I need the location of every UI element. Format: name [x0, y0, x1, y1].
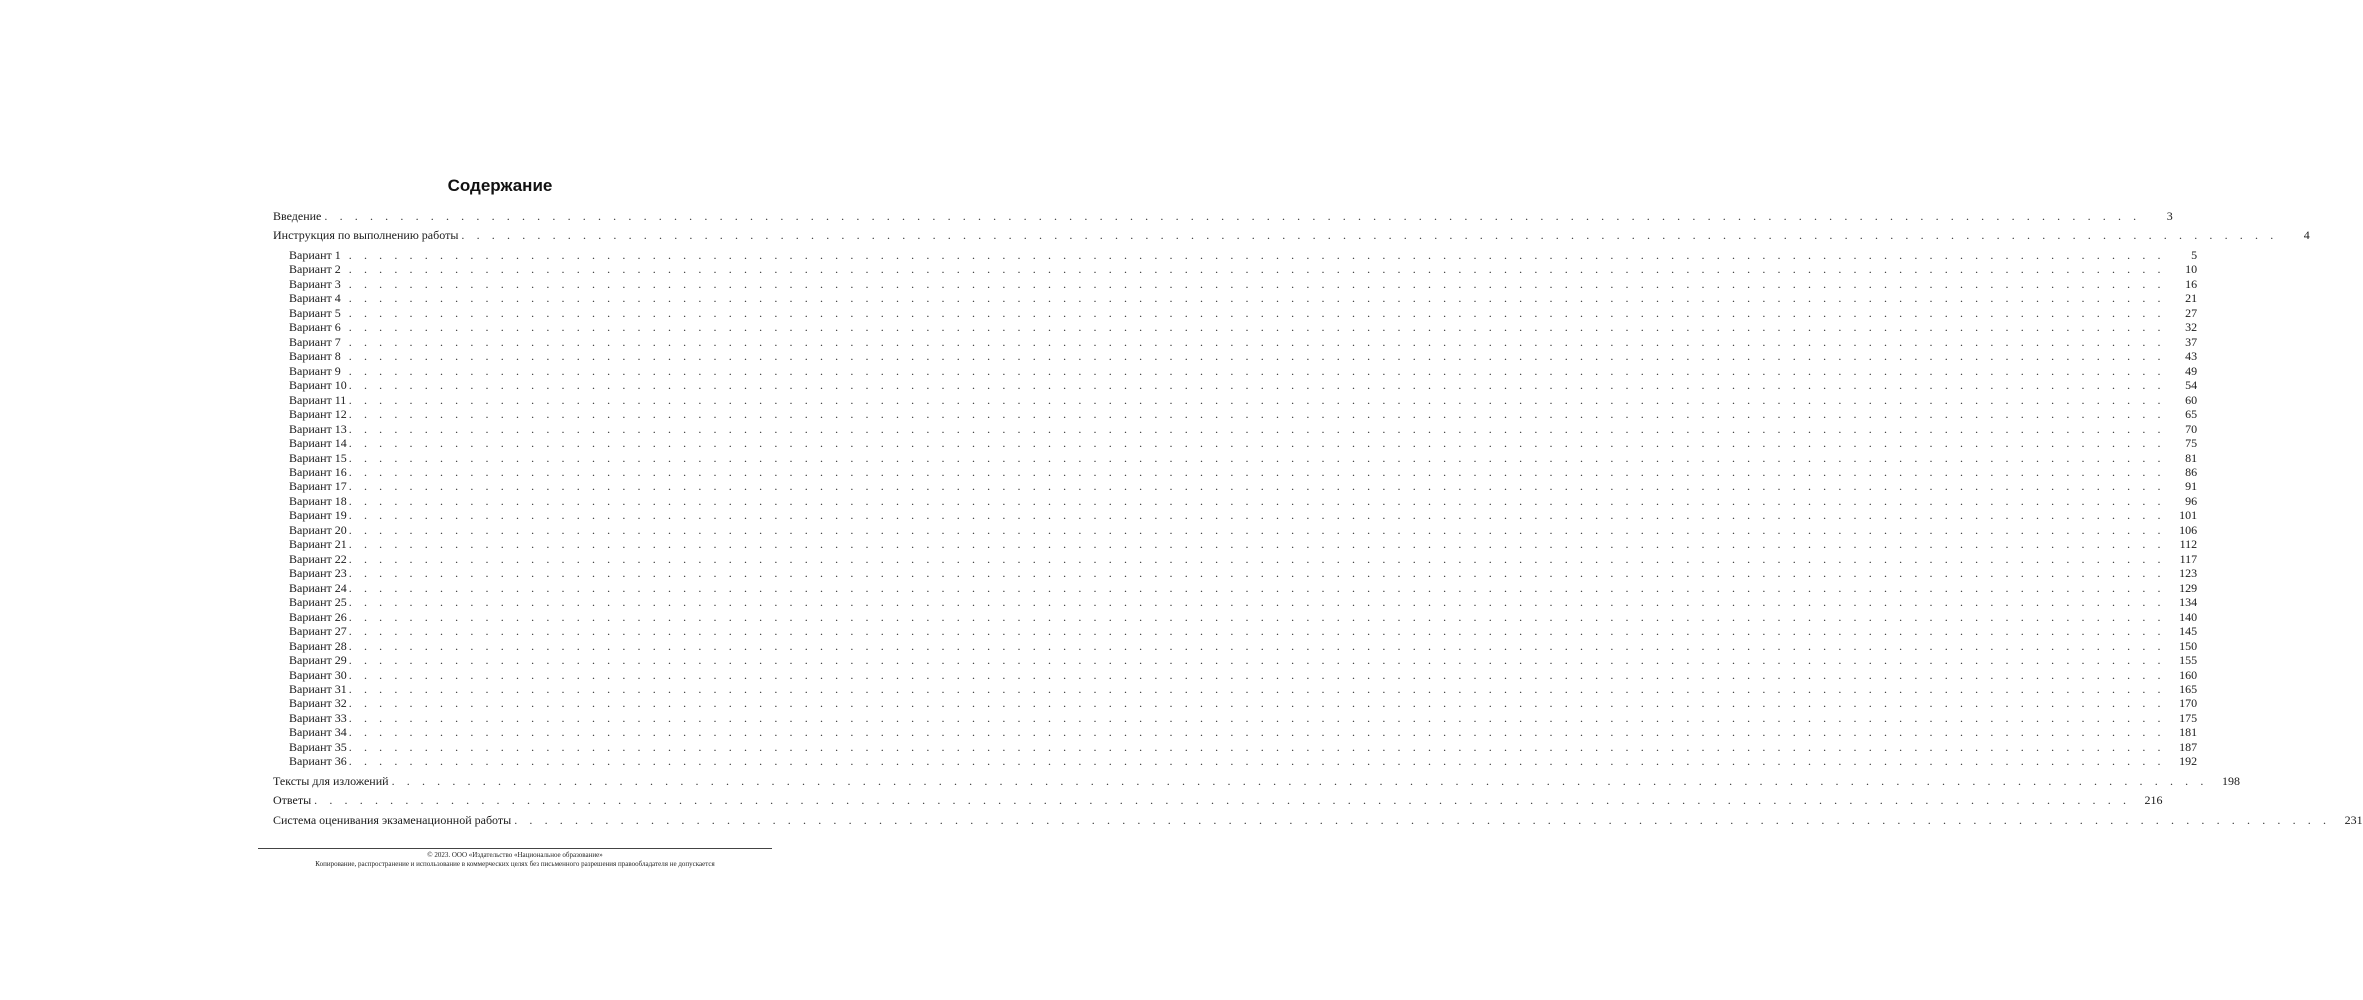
toc-leader-dots: . . . . . . . . . . . . . . . . . . . . . . . . . . . . . . . . . . . . . . . . . . . . . . . . . . . . . . . . . . . . . . . . . . . . . . . . . . . . . . . . . . . . . . . . . . . . . . . . . . . . . . . . . . . . . . . . . . . . . . . . [348, 247, 2166, 262]
toc-leader-dots: . . . . . . . . . . . . . . . . . . . . . . . . . . . . . . . . . . . . . . . . . . . . . . . . . . . . . . . . . . . . . . . . . . . . . . . . . . . . . . . . . . . . . . . . . . . . . . . . . . . . . . . . . . . . . . . . . . . . . . . . [348, 754, 2166, 769]
toc-entry-label: Вариант [289, 305, 332, 320]
toc-entry-label: Вариант [289, 624, 332, 639]
toc-leader-dots: . . . . . . . . . . . . . . . . . . . . . . . . . . . . . . . . . . . . . . . . . . . . . . . . . . . . . . . . . . . . . . . . . . . . . . . . . . . . . . . . . . . . . . . . . . . . . . . . . . . . . . . . . . . . . . . . . . . . . . . . [348, 580, 2166, 595]
toc-entry [273, 773, 2240, 788]
toc-entry-label: Вариант [289, 725, 332, 740]
toc-entry-label: Вариант [289, 378, 332, 393]
toc-entry-number: 18 [334, 493, 347, 508]
toc-entry-page-number: 49 [2185, 363, 2198, 378]
toc-leader-dots: . . . . . . . . . . . . . . . . . . . . . . . . . . . . . . . . . . . . . . . . . . . . . . . . . . . . . . . . . . . . . . . . . . . . . . . . . . . . . . . . . . . . . . . . . . . . . . . . . . . . . . . . . . . . . . . . . . . . . . . . [348, 522, 2166, 537]
toc-entry-label: Вариант [289, 710, 332, 725]
toc-entry [273, 566, 2198, 581]
footer-copyright: © 2023. ООО «Издательство «Национальное образование» [427, 851, 603, 859]
toc-entry [273, 209, 2173, 223]
toc-entry-number: 13 [334, 421, 347, 436]
toc-entry-page-number: 112 [2179, 537, 2198, 552]
toc-entry-page-number: 27 [2185, 305, 2198, 320]
toc-entry [273, 262, 2198, 277]
toc-leader-dots: . . . . . . . . . . . . . . . . . . . . . . . . . . . . . . . . . . . . . . . . . . . . . . . . . . . . . . . . . . . . . . . . . . . . . . . . . . . . . . . . . . . . . . . . . . . . . . . . . . . . . . . . . . . . . . . . . . . . . . . . [348, 667, 2166, 682]
toc-entry-label: Вариант [289, 551, 332, 566]
toc-entry [273, 682, 2198, 696]
toc-entry-label: Вариант [289, 595, 332, 610]
toc-entry-page-number: 175 [2179, 710, 2198, 725]
toc-entry [273, 493, 2198, 508]
toc-entry [273, 247, 2198, 262]
toc-entry [273, 793, 2163, 808]
toc-leader-dots: . . . . . . . . . . . . . . . . . . . . . . . . . . . . . . . . . . . . . . . . . . . . . . . . . . . . . . . . . . . . . . . . . . . . . . . . . . . . . . . . . . . . . . . . . . . . . . . . . . . . . . . . . . . . . . . . . . . . . . . . [348, 551, 2166, 566]
toc-entry-page-number: 3 [2166, 209, 2173, 223]
toc-entry-label: Вариант [289, 522, 332, 537]
toc-leader-dots: . . . . . . . . . . . . . . . . . . . . . . . . . . . . . . . . . . . . . . . . . . . . . . . . . . . . . . . . . . . . . . . . . . . . . . . . . . . . . . . . . . . . . . . . . . . . . . . . . . . . . . . . . . . . . . . . . . . . . . . . [348, 291, 2166, 306]
toc-leader-dots: . . . . . . . . . . . . . . . . . . . . . . . . . . . . . . . . . . . . . . . . . . . . . . . . . . . . . . . . . . . . . . . . . . . . . . . . . . . . . . . . . . . . . . . . . . . . . . . . . . . . . . . . . . . . . . . . . . . . . . . . [348, 595, 2166, 610]
toc-entry [273, 349, 2198, 364]
toc-entry [273, 291, 2198, 306]
toc-entry-page-number: 117 [2179, 551, 2198, 566]
toc-leader-dots: . . . . . . . . . . . . . . . . . . . . . . . . . . . . . . . . . . . . . . . . . . . . . . . . . . . . . . . . . . . . . . . . . . . . . . . . . . . . . . . . . . . . . . . . . . . . . . . . . . . . . . . . . . . . . . . . . . . . . . . . [348, 696, 2166, 711]
toc-leader-dots: . . . . . . . . . . . . . . . . . . . . . . . . . . . . . . . . . . . . . . . . . . . . . . . . . . . . . . . . . . . . . . . . . . . . . . . . . . . . . . . . . . . . . . . . . . . . . . . . . . . . . . . . . . . . . . . . . . . . . . . . [348, 392, 2166, 407]
toc-entry [273, 739, 2198, 754]
toc-entry [273, 580, 2198, 595]
toc-entry-page-number: 4 [2303, 228, 2310, 243]
toc-entry-page-number: 65 [2185, 407, 2198, 422]
toc-leader-dots: . . . . . . . . . . . . . . . . . . . . . . . . . . . . . . . . . . . . . . . . . . . . . . . . . . . . . . . . . . . . . . . . . . . . . . . . . . . . . . . . . . . . . . . . . . . . . . . . . . . . . . . . . . . . . . . . . . . . . . . . [348, 537, 2166, 552]
toc-entry [273, 812, 2363, 827]
toc-entry [273, 508, 2198, 523]
toc-entry-number: 5 [334, 305, 341, 320]
toc-entry [273, 334, 2198, 349]
toc-entry-label: Вариант [289, 580, 332, 595]
toc-entry [273, 624, 2198, 639]
toc-entry-page-number: 123 [2179, 566, 2198, 581]
toc-entry-number: 15 [334, 450, 347, 465]
toc-entry-page-number: 101 [2179, 508, 2198, 523]
toc-entry-label: Вариант [289, 334, 332, 349]
toc-entry [273, 479, 2198, 494]
toc-leader-dots: . . . . . . . . . . . . . . . . . . . . . . . . . . . . . . . . . . . . . . . . . . . . . . . . . . . . . . . . . . . . . . . . . . . . . . . . . . . . . . . . . . . . . . . . . . . . . . . . . . . . . . . . . . . . . . . . . . . . . . . . [348, 739, 2166, 754]
toc-entry [273, 537, 2198, 552]
toc-entry-label: Вариант [289, 479, 332, 494]
toc-entry-label: Вариант [289, 638, 332, 653]
toc-entry-label: Вариант [289, 392, 332, 407]
toc-entry [273, 228, 2310, 243]
toc-entry-page-number: 86 [2185, 464, 2198, 479]
toc-leader-dots: . . . . . . . . . . . . . . . . . . . . . . . . . . . . . . . . . . . . . . . . . . . . . . . . . . . . . . . . . . . . . . . . . . . . . . . . . . . . . . . . . . . . . . . . . . . . . . . . . . . . . . . . . . . . . . . . . . . . . . . . [348, 624, 2166, 639]
toc-entry-number: 22 [334, 551, 347, 566]
toc-entry-page-number: 43 [2185, 349, 2198, 364]
toc-entry-page-number: 198 [2221, 773, 2240, 788]
toc-leader-dots: . . . . . . . . . . . . . . . . . . . . . . . . . . . . . . . . . . . . . . . . . . . . . . . . . . . . . . . . . . . . . . . . . . . . . . . . . . . . . . . . . . . . . . . . . . . . . . . . . . . . . . . . . . . . . . . . . . . . . . . . [348, 566, 2166, 581]
toc-entry-label: Вариант [289, 653, 332, 668]
toc-leader-dots: . . . . . . . . . . . . . . . . . . . . . . . . . . . . . . . . . . . . . . . . . . . . . . . . . . . . . . . . . . . . . . . . . . . . . . . . . . . . . . . . . . . . . . . . . . . . . . . . . . . . . . . . . . . . . . . . . . . . . . . . [348, 493, 2166, 508]
toc-leader-dots: . . . . . . . . . . . . . . . . . . . . . . . . . . . . . . . . . . . . . . . . . . . . . . . . . . . . . . . . . . . . . . . . . . . . . . . . . . . . . . . . . . . . . . . . . . . . . . . . . . . . . . . . . . . . . . . . . . . . . . . . [348, 378, 2166, 393]
toc-entry-number: 26 [334, 609, 347, 624]
toc-entry-number: 25 [334, 595, 347, 610]
toc-entry-page-number: 140 [2179, 609, 2198, 624]
toc-entry [273, 609, 2198, 624]
toc-leader-dots: . . . . . . . . . . . . . . . . . . . . . . . . . . . . . . . . . . . . . . . . . . . . . . . . . . . . . . . . . . . . . . . . . . . . . . . . . . . . . . . . . . . . . . . . . . . . . . . . . . . . . . . . . . . . . . . . . . . . . . . . [348, 682, 2166, 696]
toc-entry-number: 8 [334, 349, 341, 364]
toc-entry-number: 30 [334, 667, 347, 682]
toc-entry-label: Инструкция по выполнению работы [273, 228, 459, 243]
toc-entry-label: Вариант [289, 464, 332, 479]
toc-entry [273, 392, 2198, 407]
toc-entry [273, 638, 2198, 653]
toc-entry-number: 4 [334, 291, 341, 306]
footer-notice: Копирование, распространение и использование в коммерческих целях без письменного разрешения правообладателя не допускается [315, 860, 715, 868]
toc-leader-dots: . . . . . . . . . . . . . . . . . . . . . . . . . . . . . . . . . . . . . . . . . . . . . . . . . . . . . . . . . . . . . . . . . . . . . . . . . . . . . . . . . . . . . . . . . . . . . . . . . . . . . . . . . . . . . . . . . . . . . . . . [348, 725, 2166, 740]
toc-entry-number: 20 [334, 522, 347, 537]
toc-leader-dots: . . . . . . . . . . . . . . . . . . . . . . . . . . . . . . . . . . . . . . . . . . . . . . . . . . . . . . . . . . . . . . . . . . . . . . . . . . . . . . . . . . . . . . . . . . . . . . . . . . . . . . . . . . . . . . . . . . . . . . . . [348, 508, 2166, 523]
toc-entry-label: Вариант [289, 349, 332, 364]
toc-leader-dots: . . . . . . . . . . . . . . . . . . . . . . . . . . . . . . . . . . . . . . . . . . . . . . . . . . . . . . . . . . . . . . . . . . . . . . . . . . . . . . . . . . . . . . . . . . . . . . . . . . . . . . . . . . . . . . . . . . . . . . . . [348, 349, 2166, 364]
toc-entry-page-number: 60 [2185, 392, 2198, 407]
toc-entry [273, 754, 2198, 769]
toc-leader-dots: . . . . . . . . . . . . . . . . . . . . . . . . . . . . . . . . . . . . . . . . . . . . . . . . . . . . . . . . . . . . . . . . . . . . . . . . . . . . . . . . . . . . . . . . . . . . . . . . . . . . . . . . . . . . . . . . . . . . . . . . [348, 609, 2166, 624]
toc-entry-label: Вариант [289, 421, 332, 436]
toc-entry [273, 363, 2198, 378]
toc-entry-label: Вариант [289, 436, 332, 451]
toc-entry-page-number: 32 [2185, 320, 2198, 335]
toc-entry-number: 1 [334, 247, 341, 262]
toc-entry [273, 378, 2198, 393]
toc-leader-dots: . . . . . . . . . . . . . . . . . . . . . . . . . . . . . . . . . . . . . . . . . . . . . . . . . . . . . . . . . . . . . . . . . . . . . . . . . . . . . . . . . . . . . . . . . . . . . . . . . . . . . . . . . . . . . . . . . . . . . . . . [348, 464, 2166, 479]
toc-entry-page-number: 155 [2179, 653, 2198, 668]
toc-entry-page-number: 70 [2185, 421, 2198, 436]
toc-entry [273, 464, 2198, 479]
toc-entry-page-number: 181 [2179, 725, 2198, 740]
toc-entry-page-number: 91 [2185, 479, 2198, 494]
toc-entry-number: 11 [334, 392, 347, 407]
toc-entry-number: 7 [334, 334, 341, 349]
page-title: Содержание [447, 176, 553, 195]
toc-entry-page-number: 96 [2185, 493, 2198, 508]
toc-entry-page-number: 21 [2185, 291, 2198, 306]
toc-entry-page-number: 10 [2185, 262, 2198, 277]
toc-entry-number: 28 [334, 638, 347, 653]
toc-entry-label: Вариант [289, 696, 332, 711]
toc-entry [273, 710, 2198, 725]
toc-entry-label: Ответы [273, 793, 312, 808]
toc-entry [273, 320, 2198, 335]
toc-entry-label: Вариант [289, 566, 332, 581]
toc-entry-number: 17 [334, 479, 347, 494]
toc-entry-label: Вариант [289, 682, 332, 696]
toc-entry-label: Вариант [289, 407, 332, 422]
toc-entry [273, 595, 2198, 610]
toc-leader-dots: . . . . . . . . . . . . . . . . . . . . . . . . . . . . . . . . . . . . . . . . . . . . . . . . . . . . . . . . . . . . . . . . . . . . . . . . . . . . . . . . . . . . . . . . . . . . . . . . . . . . . . . . . . . . . . . . . . . . . . . . [348, 320, 2166, 335]
toc-entry-number: 23 [334, 566, 347, 581]
toc-entry-page-number: 170 [2179, 696, 2198, 711]
toc-entry-page-number: 75 [2185, 436, 2198, 451]
toc-entry-page-number: 187 [2179, 739, 2198, 754]
toc-entry-label: Вариант [289, 450, 332, 465]
toc-entry-label: Вариант [289, 754, 332, 769]
toc-entry-page-number: 165 [2179, 682, 2198, 696]
toc-entry [273, 421, 2198, 436]
toc-entry [273, 436, 2198, 451]
toc-entry-label: Система оценивания экзаменационной работы [273, 812, 512, 827]
table-of-contents [273, 209, 2363, 832]
toc-leader-dots: . . . . . . . . . . . . . . . . . . . . . . . . . . . . . . . . . . . . . . . . . . . . . . . . . . . . . . . . . . . . . . . . . . . . . . . . . . . . . . . . . . . . . . . . . . . . . . . . . . . . . . . . . . . . . . . . . . . . . . . . [348, 710, 2166, 725]
toc-entry-page-number: 145 [2179, 624, 2198, 639]
toc-entry-number: 36 [334, 754, 347, 769]
toc-entry-page-number: 37 [2185, 334, 2198, 349]
toc-entry-page-number: 81 [2185, 450, 2198, 465]
toc-leader-dots: . . . . . . . . . . . . . . . . . . . . . . . . . . . . . . . . . . . . . . . . . . . . . . . . . . . . . . . . . . . . . . . . . . . . . . . . . . . . . . . . . . . . . . . . . . . . . . . . . . . . . . . . . . . . . . . . . . . . . . . . [348, 305, 2166, 320]
toc-leader-dots: . . . . . . . . . . . . . . . . . . . . . . . . . . . . . . . . . . . . . . . . . . . . . . . . . . . . . . . . . . . . . . . . . . . . . . . . . . . . . . . . . . . . . . . . . . . . . . . . . . . . . . . . . . . . . . . . . . . . . . . . [391, 773, 2208, 788]
toc-entry [273, 725, 2198, 740]
toc-entry-number: 32 [334, 696, 347, 711]
toc-entry-number: 6 [334, 320, 341, 335]
toc-leader-dots: . . . . . . . . . . . . . . . . . . . . . . . . . . . . . . . . . . . . . . . . . . . . . . . . . . . . . . . . . . . . . . . . . . . . . . . . . . . . . . . . . . . . . . . . . . . . . . . . . . . . . . . . . . . . . . . . . . . . . . . . [348, 363, 2166, 378]
toc-entry-page-number: 192 [2179, 754, 2198, 769]
toc-entry-page-number: 106 [2179, 522, 2198, 537]
toc-entry-label: Вариант [289, 262, 332, 277]
toc-entry [273, 653, 2198, 668]
toc-entry-number: 31 [334, 682, 347, 696]
toc-leader-dots: . . . . . . . . . . . . . . . . . . . . . . . . . . . . . . . . . . . . . . . . . . . . . . . . . . . . . . . . . . . . . . . . . . . . . . . . . . . . . . . . . . . . . . . . . . . . . . . . . . . . . . . . . . . . . . . . . . . . . . . . [514, 812, 2331, 827]
toc-entry-page-number: 150 [2179, 638, 2198, 653]
toc-entry [273, 305, 2198, 320]
toc-entry-page-number: 231 [2344, 812, 2363, 827]
toc-entry-number: 35 [334, 739, 347, 754]
toc-leader-dots: . . . . . . . . . . . . . . . . . . . . . . . . . . . . . . . . . . . . . . . . . . . . . . . . . . . . . . . . . . . . . . . . . . . . . . . . . . . . . . . . . . . . . . . . . . . . . . . . . . . . . . . . . . . . . . . . . . . . . . . . [314, 793, 2131, 808]
toc-entry-number: 16 [334, 464, 347, 479]
toc-leader-dots: . . . . . . . . . . . . . . . . . . . . . . . . . . . . . . . . . . . . . . . . . . . . . . . . . . . . . . . . . . . . . . . . . . . . . . . . . . . . . . . . . . . . . . . . . . . . . . . . . . . . . . . . . . . . . . . . . . . . . . . . [461, 228, 2278, 243]
toc-entry [273, 551, 2198, 566]
toc-entry-label: Вариант [289, 493, 332, 508]
toc-leader-dots: . . . . . . . . . . . . . . . . . . . . . . . . . . . . . . . . . . . . . . . . . . . . . . . . . . . . . . . . . . . . . . . . . . . . . . . . . . . . . . . . . . . . . . . . . . . . . . . . . . . . . . . . . . . . . . . . . . . . . . . . [348, 407, 2166, 422]
toc-leader-dots: . . . . . . . . . . . . . . . . . . . . . . . . . . . . . . . . . . . . . . . . . . . . . . . . . . . . . . . . . . . . . . . . . . . . . . . . . . . . . . . . . . . . . . . . . . . . . . . . . . . . . . . . . . . . . . . . . . . . . . . . [348, 436, 2166, 451]
toc-entry-page-number: 16 [2185, 276, 2198, 291]
toc-entry-number: 14 [334, 436, 347, 451]
toc-entry-page-number: 129 [2179, 580, 2198, 595]
toc-entry-number: 34 [334, 725, 347, 740]
toc-entry-page-number: 5 [2191, 247, 2198, 262]
toc-leader-dots: . . . . . . . . . . . . . . . . . . . . . . . . . . . . . . . . . . . . . . . . . . . . . . . . . . . . . . . . . . . . . . . . . . . . . . . . . . . . . . . . . . . . . . . . . . . . . . . . . . . . . . . . . . . . . . . . . . . . . . . . [348, 479, 2166, 494]
toc-entry-label: Вариант [289, 320, 332, 335]
toc-entry-label: Тексты для изложений [273, 773, 389, 788]
toc-entry-number: 9 [334, 363, 341, 378]
toc-entry [273, 667, 2198, 682]
toc-entry-number: 2 [334, 262, 341, 277]
toc-entry-label: Вариант [289, 537, 332, 552]
toc-entry-number: 19 [334, 508, 347, 523]
toc-entry-number: 24 [334, 580, 347, 595]
toc-entry-label: Вариант [289, 276, 332, 291]
toc-entry-page-number: 134 [2179, 595, 2198, 610]
toc-entry-page-number: 160 [2179, 667, 2198, 682]
toc-leader-dots: . . . . . . . . . . . . . . . . . . . . . . . . . . . . . . . . . . . . . . . . . . . . . . . . . . . . . . . . . . . . . . . . . . . . . . . . . . . . . . . . . . . . . . . . . . . . . . . . . . . . . . . . . . . . . . . . . . . . . . . . [348, 334, 2166, 349]
toc-entry [273, 450, 2198, 465]
toc-entry [273, 522, 2198, 537]
toc-entry-number: 12 [334, 407, 347, 422]
toc-entry-number: 3 [334, 276, 341, 291]
toc-entry-page-number: 216 [2144, 793, 2163, 808]
toc-leader-dots: . . . . . . . . . . . . . . . . . . . . . . . . . . . . . . . . . . . . . . . . . . . . . . . . . . . . . . . . . . . . . . . . . . . . . . . . . . . . . . . . . . . . . . . . . . . . . . . . . . . . . . . . . . . . . . . . . . . . . . . . [324, 209, 2141, 223]
toc-entry-number: 33 [334, 710, 347, 725]
toc-entry-label: Вариант [289, 508, 332, 523]
toc-entry-label: Вариант [289, 247, 332, 262]
toc-entry-label: Вариант [289, 291, 332, 306]
toc-entry [273, 407, 2198, 422]
toc-entry-label: Вариант [289, 667, 332, 682]
toc-entry [273, 276, 2198, 291]
toc-entry-label: Вариант [289, 739, 332, 754]
toc-entry-label: Вариант [289, 609, 332, 624]
toc-entry-label: Введение [273, 209, 322, 223]
toc-entry-number: 21 [334, 537, 347, 552]
toc-entry-label: Вариант [289, 363, 332, 378]
toc-leader-dots: . . . . . . . . . . . . . . . . . . . . . . . . . . . . . . . . . . . . . . . . . . . . . . . . . . . . . . . . . . . . . . . . . . . . . . . . . . . . . . . . . . . . . . . . . . . . . . . . . . . . . . . . . . . . . . . . . . . . . . . . [348, 276, 2166, 291]
toc-entry-number: 27 [334, 624, 347, 639]
footer-divider [258, 848, 772, 849]
toc-leader-dots: . . . . . . . . . . . . . . . . . . . . . . . . . . . . . . . . . . . . . . . . . . . . . . . . . . . . . . . . . . . . . . . . . . . . . . . . . . . . . . . . . . . . . . . . . . . . . . . . . . . . . . . . . . . . . . . . . . . . . . . . [348, 653, 2166, 668]
toc-entry-number: 10 [334, 378, 347, 393]
toc-leader-dots: . . . . . . . . . . . . . . . . . . . . . . . . . . . . . . . . . . . . . . . . . . . . . . . . . . . . . . . . . . . . . . . . . . . . . . . . . . . . . . . . . . . . . . . . . . . . . . . . . . . . . . . . . . . . . . . . . . . . . . . . [348, 638, 2166, 653]
toc-entry-page-number: 54 [2185, 378, 2198, 393]
toc-leader-dots: . . . . . . . . . . . . . . . . . . . . . . . . . . . . . . . . . . . . . . . . . . . . . . . . . . . . . . . . . . . . . . . . . . . . . . . . . . . . . . . . . . . . . . . . . . . . . . . . . . . . . . . . . . . . . . . . . . . . . . . . [348, 450, 2166, 465]
toc-leader-dots: . . . . . . . . . . . . . . . . . . . . . . . . . . . . . . . . . . . . . . . . . . . . . . . . . . . . . . . . . . . . . . . . . . . . . . . . . . . . . . . . . . . . . . . . . . . . . . . . . . . . . . . . . . . . . . . . . . . . . . . . [348, 421, 2166, 436]
toc-leader-dots: . . . . . . . . . . . . . . . . . . . . . . . . . . . . . . . . . . . . . . . . . . . . . . . . . . . . . . . . . . . . . . . . . . . . . . . . . . . . . . . . . . . . . . . . . . . . . . . . . . . . . . . . . . . . . . . . . . . . . . . . [348, 262, 2166, 277]
toc-entry [273, 696, 2198, 711]
toc-entry-number: 29 [334, 653, 347, 668]
